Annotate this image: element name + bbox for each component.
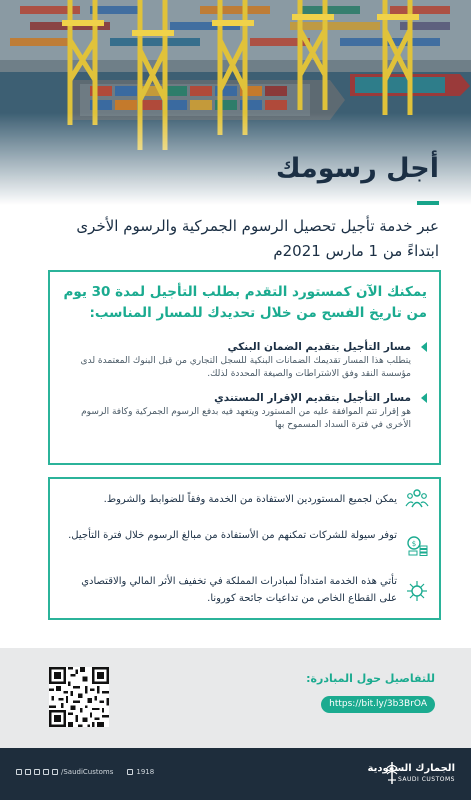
svg-text:$: $	[411, 540, 417, 548]
details-label: للتفاصيل حول المبادرة:	[306, 672, 435, 685]
snapchat-icon[interactable]	[52, 769, 58, 775]
people-group-icon	[405, 487, 429, 511]
path-description: هو إقرار تتم الموافقة عليه من المستورد ويتعهد فيه بدفع الرسوم الجمركية وكافة الرسوم الأخرى في فترة السداد المسموح بها	[81, 407, 411, 430]
virus-icon	[405, 579, 429, 603]
bullet-triangle-icon	[421, 393, 427, 403]
title-underline	[417, 201, 439, 205]
footer-brand	[368, 762, 455, 784]
path-bank-guarantee	[62, 340, 427, 381]
deferral-paths-heading: يمكنك الآن كمستورد التقدم بطلب التأجيل لمدة 30 يوم من تاريخ الفسح من خلال تحديدك للمسار المناسب:	[63, 284, 427, 321]
phone-icon	[127, 769, 133, 775]
twitter-icon[interactable]	[34, 769, 40, 775]
youtube-icon[interactable]	[43, 769, 49, 775]
intro-line-2: ابتداءً من 1 مارس 2021م	[273, 242, 439, 260]
coin-stack-icon	[405, 533, 429, 557]
footer	[0, 748, 471, 800]
social-links	[16, 768, 154, 776]
instagram-icon[interactable]	[16, 769, 22, 775]
intro-line-1: عبر خدمة تأجيل تحصيل الرسوم الجمركية والرسوم الأخرى	[76, 217, 439, 235]
facebook-icon[interactable]	[25, 769, 31, 775]
qr-code-icon[interactable]	[49, 667, 109, 727]
headline	[276, 150, 439, 188]
hotline-number[interactable]: 1918	[136, 768, 155, 776]
benefit-eligibility: يمكن لجميع المستوردين الاستفادة من الخدمة وفقاً للضوابط والشروط.	[103, 494, 397, 505]
brand-english: SAUDI CUSTOMS	[398, 776, 455, 783]
intro-text	[32, 214, 439, 264]
path-title: مسار التأجيل بتقديم الضمان البنكي	[227, 341, 411, 353]
path-title: مسار التأجيل بتقديم الإقرار المستندي	[214, 392, 411, 404]
path-description: يتطلب هذا المسار تقديمك الضمانات البنكية للسجل التجاري من قبل البنوك المعتمدة لدى مؤسسة النقد وفق الاشتراطات والصيغة المحددة لذلك.	[80, 356, 411, 379]
benefits-box	[48, 477, 441, 620]
bullet-triangle-icon	[421, 342, 427, 352]
details-link[interactable]: https://bit.ly/3b3BrOA	[321, 696, 435, 713]
page-title: أجل رسومك	[275, 153, 439, 184]
benefit-liquidity: توفر سيولة للشركات تمكنهم من الأستفادة من مبالغ الرسوم خلال فترة التأجيل.	[68, 530, 397, 541]
benefit-covid-relief: تأتي هذه الخدمة امتداداً لمبادرات المملكة في تخفيف الأثر المالي والاقتصادي على القطاع الخاص من تداعيات جائحة كورونا.	[81, 576, 397, 604]
brand-arabic: الجمارك السعودية	[367, 763, 455, 774]
path-documentary-declaration	[62, 391, 427, 432]
social-handle[interactable]: /SaudiCustoms	[61, 768, 114, 776]
deferral-paths-box	[48, 270, 441, 465]
